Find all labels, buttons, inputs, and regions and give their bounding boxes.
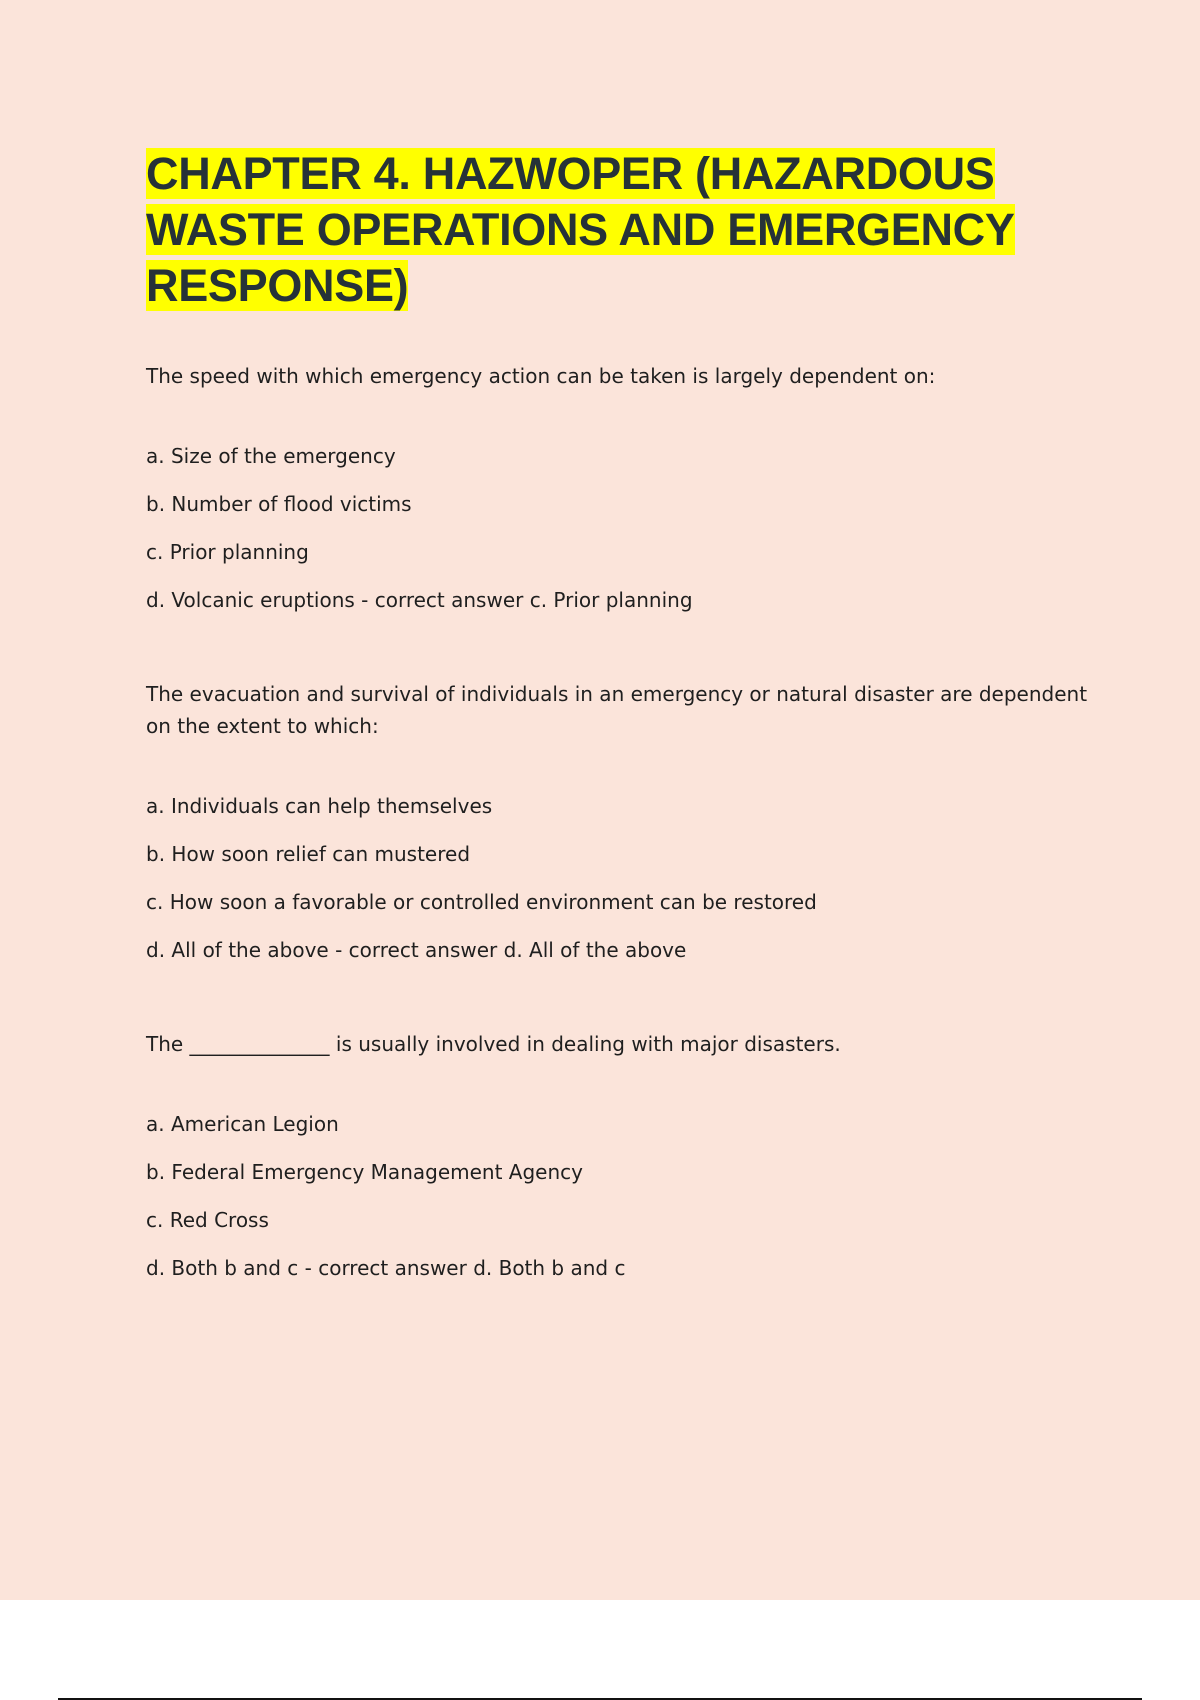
answer-option: a. Individuals can help themselves (146, 794, 493, 818)
chapter-title-text: CHAPTER 4. HAZWOPER (HAZARDOUS WASTE OPERATIONS AND EMERGENCY RESPONSE) (146, 148, 1015, 311)
question-3 (146, 1028, 1096, 1284)
answer-option: c. Prior planning (146, 540, 309, 564)
question-prompt: The speed with which emergency action can be taken is largely dependent on: (146, 364, 936, 388)
question-prompt: The evacuation and survival of individuals in an emergency or natural disaster are dependent on the extent to which: (146, 682, 1088, 738)
question-prompt: The ______________ is usually involved in dealing with major disasters. (146, 1032, 841, 1056)
answer-option: b. Number of flood victims (146, 492, 412, 516)
answer-option: b. How soon relief can mustered (146, 842, 471, 866)
question-1 (146, 360, 1096, 616)
question-2 (146, 678, 1096, 966)
chapter-title (146, 146, 1088, 314)
answer-options (146, 1108, 1096, 1284)
answer-option: c. Red Cross (146, 1208, 269, 1232)
question-list (146, 360, 1096, 1346)
answer-option: a. Size of the emergency (146, 444, 396, 468)
title-block (146, 146, 1088, 314)
answer-option: c. How soon a favorable or controlled environment can be restored (146, 890, 817, 914)
answer-option-correct: d. All of the above - correct answer d. All of the above (146, 938, 687, 962)
answer-options (146, 790, 1096, 966)
answer-option-correct: d. Volcanic eruptions - correct answer c. Prior planning (146, 588, 693, 612)
answer-option: b. Federal Emergency Management Agency (146, 1160, 583, 1184)
answer-option: a. American Legion (146, 1112, 339, 1136)
answer-options (146, 440, 1096, 616)
answer-option-correct: d. Both b and c - correct answer d. Both b and c (146, 1256, 626, 1280)
